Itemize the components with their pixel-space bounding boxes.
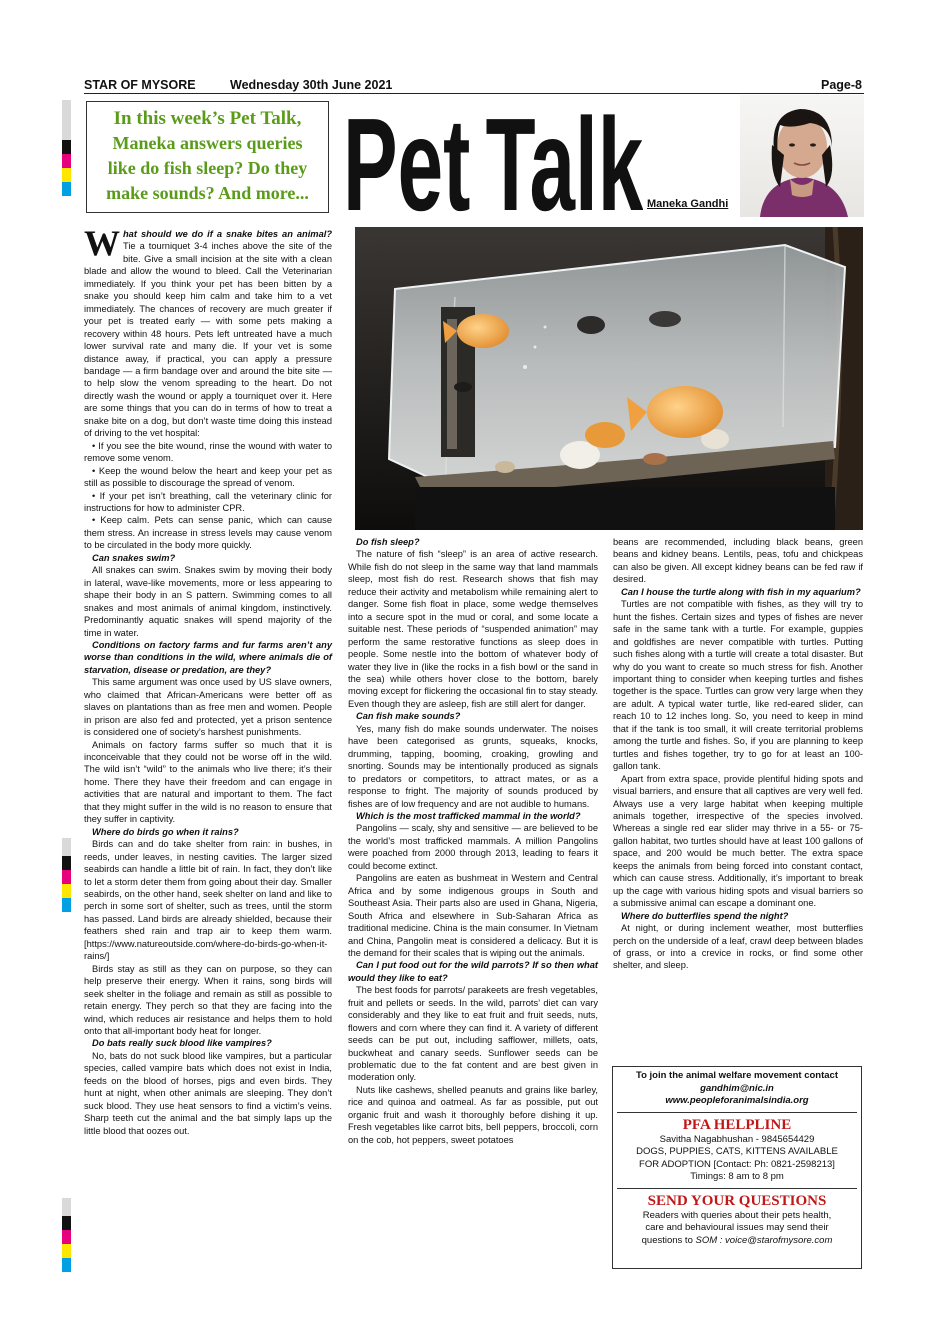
article-paragraph: • Keep calm. Pets can sense panic, which can cause them stress. An increase in stress levels may cause venom to be circulated in the body more quickly. [84,515,332,551]
answer-text: Tie a tourniquet 3-4 inches above the site of the bite. Give a small incision at the site with a clean blade and allow the wound to bleed. Call the Veterinarian immediately. If you think your pet has been bitten by a snake you should keep him calm and take him to a vet immediately. The chances of recovery are much greater if your pet is treated early — with some pets making a recovery within 48 hours. Pets left untreated have a much lower survival rate and many die. If your vet is some distance away, if practical, you can apply a pressure bandage — a firm bandage over and around the bite site — to help slow the venom spreading to the heart. Do not directly wash the wound or apply a tourniquet over it. Here are some things that you can do in terms of how to treat a snake bite on a dog, but don’t waste time doing this instead of driving to the vet hospital: [84,241,332,439]
headline-line: like do fish sleep? Do they [107,158,308,178]
send-email: SOM : voice@starofmysore.com [695,1234,833,1246]
article-paragraph: • Keep the wound below the heart and keep your pet as still as possible to discourage the spread of venom. [84,465,332,489]
contact-box [612,1066,862,1269]
article-paragraph [84,223,332,440]
page-number: Page-8 [821,78,862,92]
send-questions-title: SEND YOUR QUESTIONS [647,1192,827,1209]
registration-marks-bottom [62,1198,71,1272]
article-paragraph: Animals on factory farms suffer so much that it is inconceivable that they could not be worse off in the wild. The wild isn’t “wild” to the animals who live there; it’s their home. There they have their freedom and can engage in activities that are natural and important to them. The fact that they might suffer in the wild is no reason to ensure that they suffer in captivity. [84,739,332,825]
article-paragraph: The nature of fish “sleep” is an area of active research. While fish do not sleep in the same way that land mammals sleep, most fish do rest. Research shows that fish may reduce their activity and metabolism while remaining alert to danger. Some fish float in place, some wedge themselves into a secure spot in the mud or coral, and some locate a suitable nest. These periods of “suspended animation” may perform the same restorative functions as sleep does in people. Some nestle into the bottom of whatever body of water they live in (like the rocks in a fish bowl or the sand in the sea) while others hover close to the bottom, barely moving except for flickering the occasional fin to stay steady. Even though they are asleep, fish are still alert for danger. [348,549,598,709]
question-heading: Where do butterflies spend the night? [621,910,789,921]
contact-website: www.peopleforanimalsindia.org [665,1095,809,1106]
question-heading: Can snakes swim? [92,552,176,563]
headline-line: Maneka answers queries [112,133,303,153]
title-word-pet: Pet [343,92,471,217]
article-column-3 [613,536,863,972]
aquarium-photo [355,227,863,530]
article-paragraph: Pangolins — scaly, shy and sensitive — are believed to be the world’s most trafficked mammals. A million Pangolins were poached from 2000 through 2013, leading to fears it could become extinct. [348,823,598,871]
title-word-talk: Talk [485,92,643,217]
question-heading: Which is the most trafficked mammal in the world? [356,810,581,821]
article-paragraph: Nuts like cashews, shelled peanuts and grains like barley, rice and quinoa and oatmeal. As far as possible, put out organic fruit and wash it thoroughly before dishing it up. Fresh vegetables like carrot bits, bell peppers, broccoli, corn on the cob, hot peppers, sweet potatoes [348,1084,598,1145]
helpline-timings: Timings: 8 am to 8 pm [690,1171,784,1182]
article-paragraph: Turtles are not compatible with fishes, as they will try to hunt the fishes. Certain sizes and types of fishes are never safe in the same tank with a turtle. For example, guppies and goldfishes are never compatible with turtles. Putting such fishes along with a turtle will create a total disaster. But why do you want to create so much stress for fish. Another important thing to consider when keeping turtles and fishes together is the space. Turtles can grow very large when they are adult. A typical water turtle, like red-eared slider, can reach 10 to 12 inches long. So, you need to keep in mind that if the tank is too small, it will create territorial problems among the turtle and fishes. So, if you are planning to keep turtles and fishes together, try to go for at least an 100-gallon tank. [613,599,863,772]
send-line-3-prefix: questions to [641,1234,696,1246]
question-heading: Can fish make sounds? [356,711,461,722]
send-line-3 [617,1235,857,1248]
article-paragraph: Apart from extra space, provide plentiful hiding spots and visual barriers, and ensure that all captives are very well fed. Always use a very large habitat when keeping multiple animals together, irrespective of the species involved. Whereas a single red ear slider may thrive in a 55- or 75-gallon habitat, two turtles should have at least 100 gallons of space, and 200 would be much better. The extra space keeps the animals from being forced into constant contact, which can cause stress. Additionally, it’s important to break up the cage with various hiding spots and visual barriers so a submissive animal can escape a dominant one. [613,773,863,909]
divider [617,1188,857,1189]
helpline-person: Savitha Nagabhushan - 9845654429 [659,1133,815,1145]
question-heading: Do bats really suck blood like vampires? [92,1038,272,1049]
article-paragraph: At night, or during inclement weather, most butterflies perch on the underside of a leaf, crawl deep between blades of grass, or into a crevice in rocks, or find some other shelter, and sleep. [613,923,863,971]
article-paragraph: The best foods for parrots/ parakeets are fresh vegetables, fruit and pellets or seeds. In the wild, parrots’ diet can vary considerably and they like to eat fruit and fruit seeds, nuts, flowers and corn where they can find it. A variety of different seeds can be put out, including safflower, millets, oats, buckwheat and canary seeds. Sunflower seeds can be problematic due to the fat content and are best given in moderation only. [348,985,598,1083]
article-paragraph: beans are recommended, including black beans, green beans and kidney beans. Lentils, peas, tofu and chickpeas can also be given. All except kidney beans can be fed raw if desired. [613,537,863,585]
author-portrait-icon [740,95,864,217]
divider [617,1112,857,1113]
contact-email: gandhim@nic.in [700,1082,774,1094]
article-column-2 [348,536,598,1146]
article-paragraph: • If you see the bite wound, rinse the wound with water to remove some venom. [84,440,332,464]
teaser-headline [86,101,329,213]
column-title [343,92,643,217]
paper-name: STAR OF MYSORE [84,78,196,92]
adoption-line-1: DOGS, PUPPIES, CATS, KITTENS AVAILABLE [636,1146,838,1157]
author-photo [740,95,864,217]
question-heading: Conditions on factory farms and fur farms aren’t any worse than conditions in the wild, where animals die of starvation, disease or predation, are they? [84,639,332,675]
headline-line: In this week’s Pet Talk, [113,108,302,129]
registration-marks-top [62,100,71,196]
registration-marks-mid [62,838,71,912]
article-paragraph: • If your pet isn’t breathing, call the veterinary clinic for instructions for how to administer CPR. [84,490,332,513]
article-paragraph: This same argument was once used by US slave owners, who claimed that African-Americans were better off as slaves on plantations than as free men and women. People in prison are also fed and protected, yet a prison sentence is considered one of society’s harshest punishments. [84,677,332,738]
article-column-1 [84,223,332,1137]
article-paragraph: Birds can and do take shelter from rain: in bushes, in reeds, under leaves, in nesting cavities. The larger sized seabirds can handle a little bit of rain. In fact, they don’t like to let a storm deter them from going about their day. Smaller seabirds, on the other hand, seek shelter on land and like to perch in some sort of shelter, such as trees, until the storm has passed. Land birds are already shielded, because their feathers shed rain and trap air to keep them warm. [https://www.natureoutside.com/where-do-birds-go-when-it-rains/] [84,839,332,962]
question-heading: Can I house the turtle along with fish in my aquarium? [621,586,861,597]
author-byline: Maneka Gandhi [647,198,729,210]
article-paragraph: Pangolins are eaten as bushmeat in Western and Central Africa and by some indigenous groups in South and Southeast Asia. Their parts also are used in Ghana, Nigeria, South Africa and elsewhere in Sub-Saharan Africa as traditional medicine. China is the main consumer. In Vietnam and China, Pangolin meat is considered a delicacy. But it is the demand for their scales that is wiping out the animals. [348,873,598,958]
article-paragraph: All snakes can swim. Snakes swim by moving their body in lateral, wave-like movements, more or less appearing to shape their body in an S pattern. Swimming comes to all snakes and most animals of animal kingdom, instinctively. Predominantly aquatic snakes will spend majority of the time in water. [84,565,332,638]
article-paragraph: Yes, many fish do make sounds underwater. The noises have been categorised as grunts, squeaks, knocks, drumming, tapping, booming, croaking, growling and snorting. Sounds may be intentionally produced as signals to predators or competitors, to attract mates, or as a response to fright. The majority of sounds produced by fishes are of low frequency and are not audible to humans. [348,723,598,809]
aquarium-illustration [355,227,863,530]
adoption-line-2: FOR ADOPTION [Contact: Ph: 0821-2598213] [639,1158,835,1170]
question-heading: Can I put food out for the wild parrots? If so then what would they like to eat? [348,960,598,983]
issue-date: Wednesday 30th June 2021 [230,78,393,92]
drop-cap: W [84,223,120,263]
join-text: To join the animal welfare movement contact [635,1070,838,1081]
headline-line: make sounds? And more... [106,183,309,203]
send-line-2: care and behavioural issues may send their [645,1222,829,1233]
helpline-title: PFA HELPLINE [682,1116,792,1133]
question-text: hat should we do if a snake bites an animal? [123,229,332,239]
article-paragraph: No, bats do not suck blood like vampires, but a particular species, called vampire bats which does not exist in India, feeds on the blood of horses, pigs and even birds. They hunt at night, when other animals are sleeping. They don’t suck blood. They use heat sensors to find a victim’s veins. Sharp teeth cut the animal and the bat simply laps up the little blood that oozes out. [84,1050,332,1136]
question-heading: Where do birds go when it rains? [92,826,239,837]
question-heading: Do fish sleep? [356,537,420,547]
article-paragraph: Birds stay as still as they can on purpose, so they can help preserve their energy. When it rains, song birds will seek shelter in the foliage and remain as still as possible to retain energy. They perch so that they are facing into the wind, which reduces air resistance and helps them to hold onto that all-important body heat for longer. [84,963,332,1036]
title-svg [343,92,643,217]
send-line-1: Readers with queries about their pets health, [642,1209,832,1221]
